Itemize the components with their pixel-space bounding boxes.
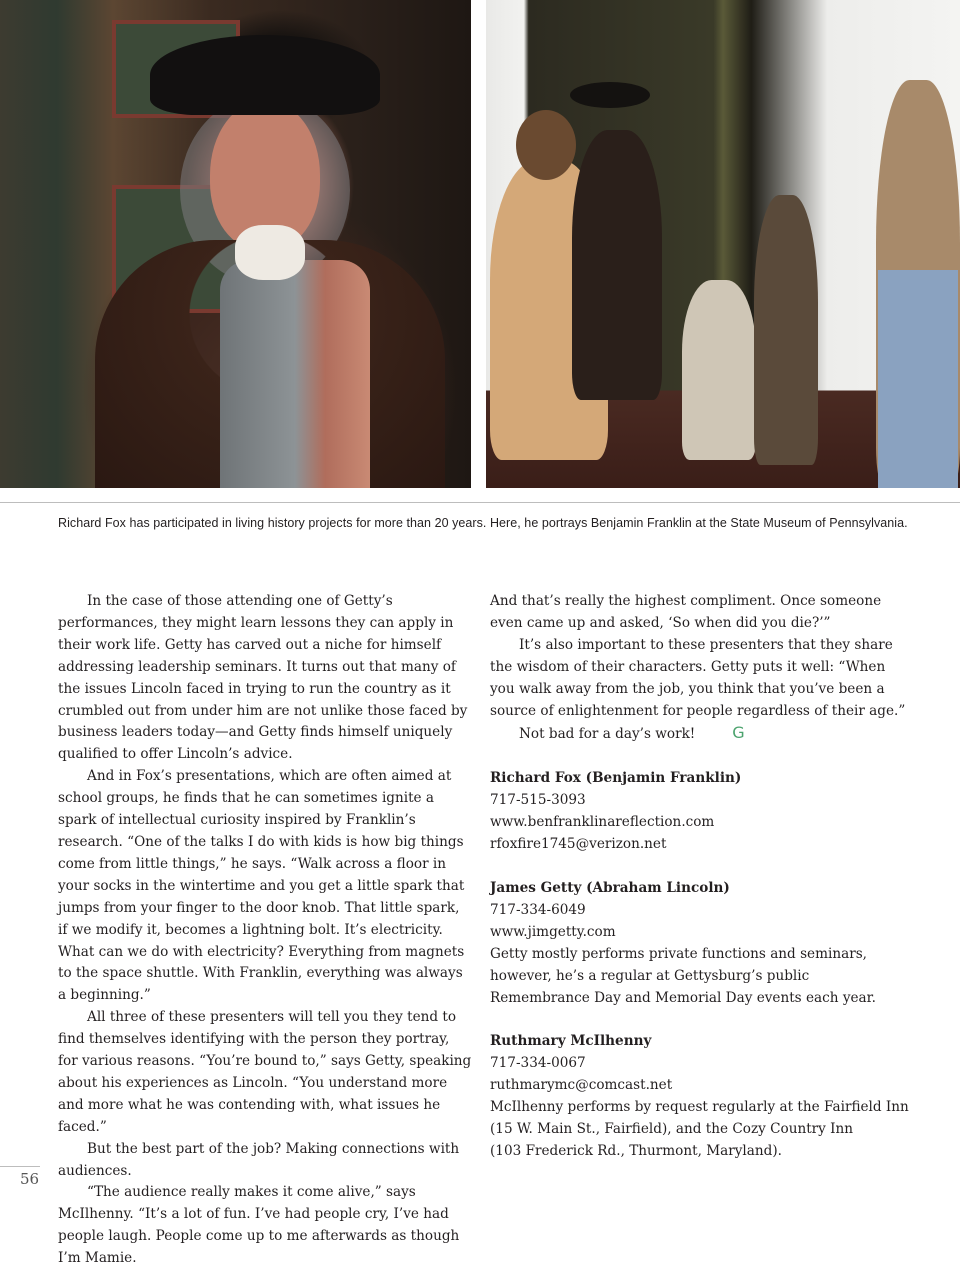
page-number-rule bbox=[0, 1166, 40, 1167]
closing-paragraph bbox=[490, 722, 910, 746]
contact-richard-fox bbox=[490, 768, 910, 856]
contact-name: Richard Fox (Benjamin Franklin) bbox=[490, 770, 742, 787]
contact-phone: 717-334-0067 bbox=[490, 1055, 586, 1072]
contact-name: James Getty (Abraham Lincoln) bbox=[490, 879, 730, 896]
contact-email: ruthmarymc@comcast.net bbox=[490, 1077, 673, 1094]
man-jeans bbox=[878, 270, 958, 488]
paragraph: “The audience really makes it come alive,” says McIlhenny. “It’s a lot of fun. I’ve had people cry, I’ve had people laugh. People come up to me afterwards as though I’m Mamie. bbox=[58, 1184, 460, 1267]
contact-name: Ruthmary McIlhenny bbox=[490, 1033, 652, 1050]
contact-note-line: (103 Frederick Rd., Thurmont, Maryland). bbox=[490, 1142, 782, 1159]
paragraph: And in Fox’s presentations, which are often aimed at school groups, he finds that he can sometimes ignite a spark of intellectual curiosity inspired by Franklin’s research. “One of the talks I do with kids is how big things come from little things,” he says. “Walk across a floor in your socks in the wintertime and you get a little spark that jumps from your finger to the door knob. That little spark, if we modify it, becomes a lightning bolt. It’s electricity. What can we do with electricity? Everything from magnets to the space shuttle. With Franklin, everything was always a beginning.” bbox=[58, 768, 465, 1004]
boy-in-brown-jacket bbox=[754, 195, 818, 465]
contact-phone: 717-334-6049 bbox=[490, 901, 586, 918]
contact-note-line: McIlhenny performs by request regularly at the Fairfield Inn bbox=[490, 1099, 909, 1116]
vest bbox=[220, 260, 370, 488]
franklin-performer bbox=[572, 130, 662, 400]
contact-james-getty bbox=[490, 878, 910, 1009]
paragraph: But the best part of the job? Making connections with audiences. bbox=[58, 1140, 460, 1179]
paragraph: And that’s really the highest compliment. Once someone even came up and asked, ‘So when did you die?’” bbox=[490, 593, 882, 631]
left-column bbox=[58, 591, 472, 1270]
end-of-story-icon: G bbox=[732, 723, 745, 743]
photo-museum-visitors bbox=[486, 0, 960, 488]
closing-text: Not bad for a day’s work! bbox=[519, 726, 696, 743]
contact-phone: 717-515-3093 bbox=[490, 792, 586, 809]
photo-richard-fox-as-franklin bbox=[0, 0, 471, 488]
boy-in-beige-jacket bbox=[682, 280, 756, 460]
contact-note: Getty mostly performs private functions and seminars, however, he’s a regular at Gettysburg’s public Remembrance Day and Memorial Day events each year. bbox=[490, 945, 876, 1006]
paragraph: All three of these presenters will tell you they tend to find themselves identifying with the person they portray, for various reasons. “You’re bound to,” says Getty, speaking about his experiences as Lincoln. “You understand more and more what he was contending with, what issues he faced.” bbox=[58, 1009, 472, 1135]
performer-hat bbox=[570, 82, 650, 108]
paragraph: It’s also important to these presenters that they share the wisdom of their characters. Getty puts it well: “When you walk away from the job, you think that you’ve been a source of enlightenment for people regardless of their age.” bbox=[490, 636, 906, 719]
right-column bbox=[490, 591, 910, 1163]
woman-hair bbox=[516, 110, 576, 180]
cravat bbox=[235, 225, 305, 280]
contact-email: rfoxfire1745@verizon.net bbox=[490, 836, 667, 853]
page-number: 56 bbox=[20, 1170, 40, 1188]
paragraph: In the case of those attending one of Getty’s performances, they might learn lessons they can apply in their work life. Getty has carved out a niche for himself addressing leadership seminars. It turns out that many of the issues Lincoln faced in trying to run the country as it crumbled out from under him are not unlike those faced by business leaders today—and Getty finds himself uniquely qualified to offer Lincoln’s advice. bbox=[58, 593, 468, 763]
contact-website: www.jimgetty.com bbox=[490, 923, 616, 940]
contact-website: www.benfranklinareflection.com bbox=[490, 814, 715, 831]
contact-ruthmary-mcilhenny bbox=[490, 1031, 910, 1162]
tricorn-hat bbox=[150, 35, 380, 115]
caption-rule bbox=[0, 502, 960, 503]
contact-note-line: (15 W. Main St., Fairfield), and the Cozy Country Inn bbox=[490, 1121, 854, 1138]
photo-caption: Richard Fox has participated in living history projects for more than 20 years. Here, he portrays Benjamin Franklin at the State Museum of Pennsylvania. bbox=[58, 516, 908, 530]
